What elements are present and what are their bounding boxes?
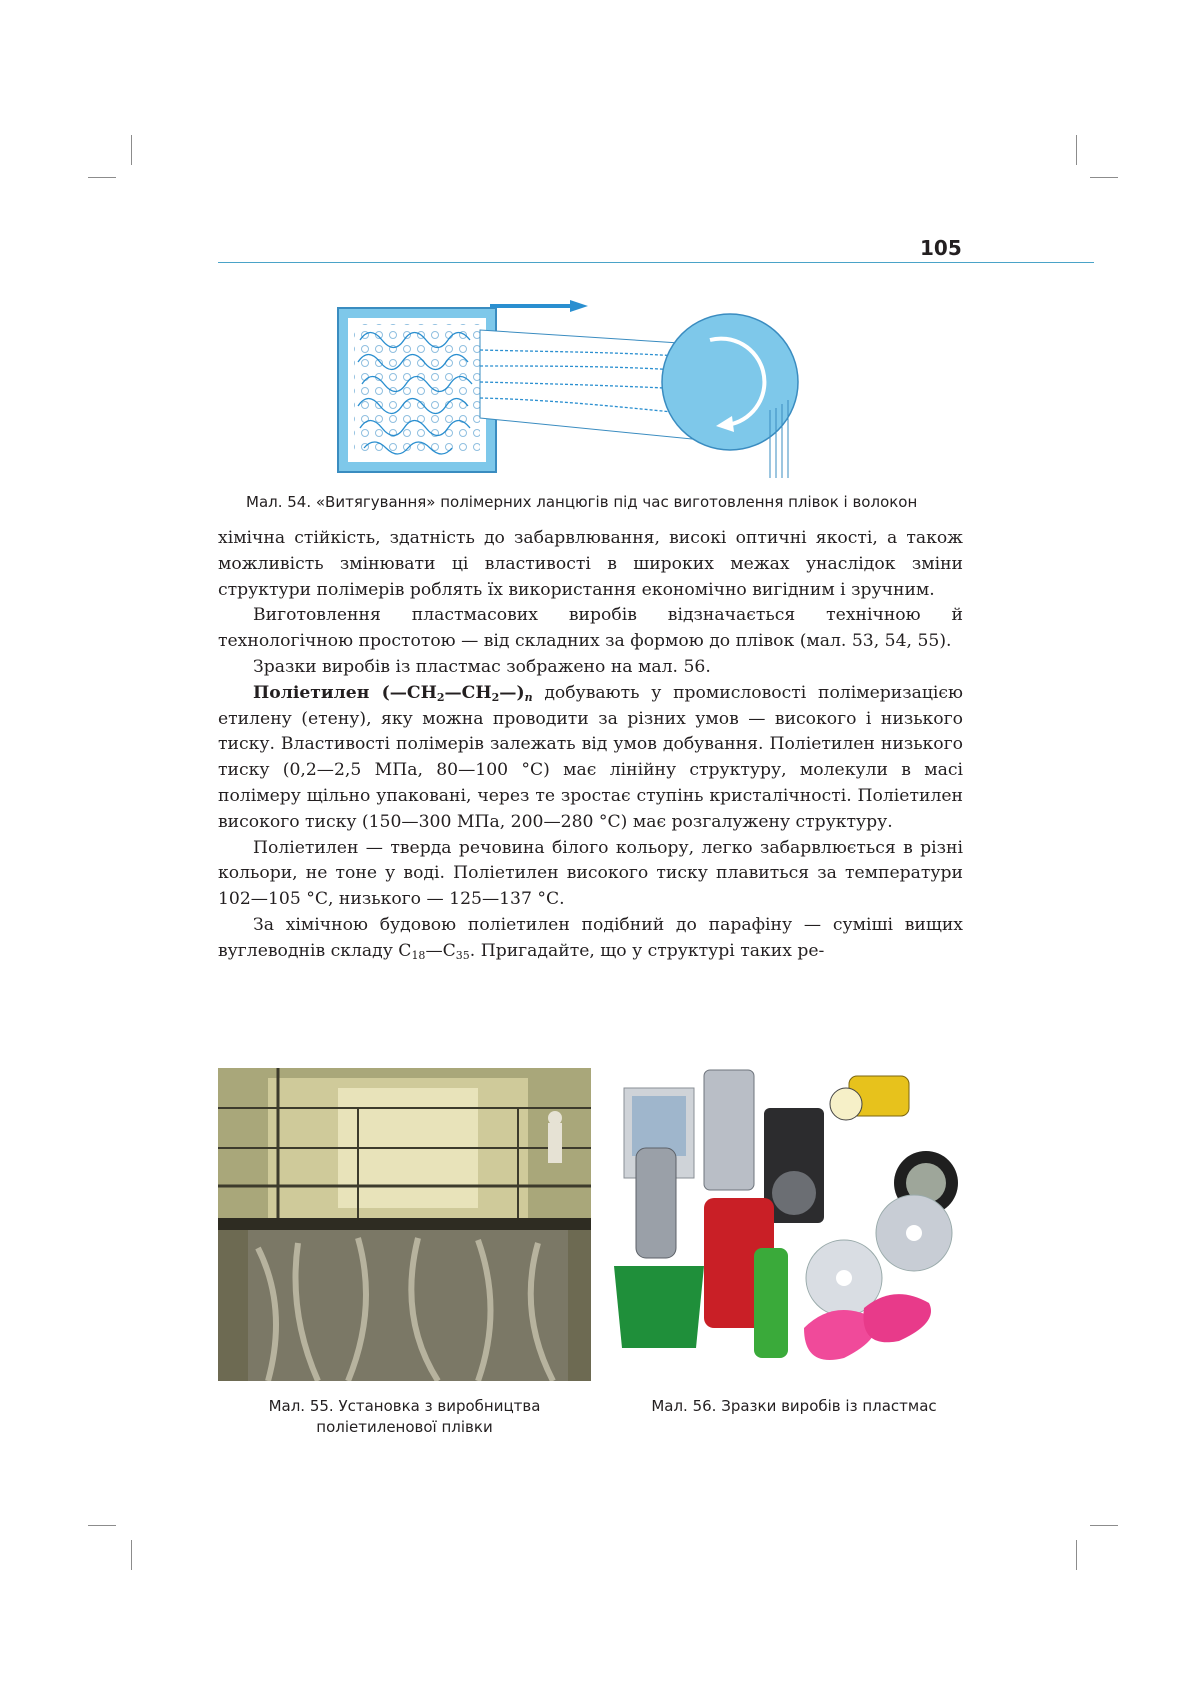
paragraph: Зразки виробів із пластмас зображено на мал. 56. [253, 656, 711, 677]
crop-mark [1076, 135, 1077, 165]
paragraph-polyethylene: Поліетилен $(—CH_2—CH_2—)_n$ добувають у промисловості полімеризацією етилену (етену), яку можна проводити за різних умов — високого і низького тиску. Властивості полімерів залежать від умов добування. Поліетилен низького тиску (0,2—2,5 МПа, 80—100 °С) має лінійну структуру, молекули в масі полімеру щільно упаковані, через те зростає ступінь кристалічності. Поліетилен високого тиску (150—300 МПа, 200—280 °С) має розгалужену структуру. [218, 682, 963, 832]
figure54-caption: Мал. 54. «Витягування» полімерних ланцюгів під час виготовлення плівок і волокон [246, 493, 918, 511]
header-rule [218, 262, 1094, 263]
figure56-caption: Мал. 56. Зразки виробів із пластмас [651, 1397, 937, 1415]
crop-mark [1090, 177, 1118, 178]
crop-mark [131, 135, 132, 165]
plastic-products-photo [614, 1068, 974, 1381]
body-text [218, 526, 963, 965]
paragraph: Виготовлення пластмасових виробів відзначається технічною й технологічною простотою — від складних за формою до плівок (мал. 53, 54, 55). [218, 605, 963, 652]
figure55-caption-line: Мал. 55. Установка з виробництва [268, 1397, 541, 1415]
crop-mark [88, 1525, 116, 1526]
polyethylene-formula: Поліетилен $(—CH_2—CH_2—)_n$ [253, 682, 533, 704]
crop-mark [131, 1540, 132, 1570]
figure55-caption [218, 1396, 591, 1438]
paragraph: Поліетилен — тверда речовина білого кольору, легко забарвлюється в різні кольори, не тоне у воді. Поліетилен високого тиску плавиться за температури 102—105 °С, низького — 125—137 °С. [218, 837, 963, 910]
crop-mark [1076, 1540, 1077, 1570]
film-production-plant-photo [218, 1068, 591, 1381]
paragraph: хімічна стійкість, здатність до забарвлювання, високі оптичні якості, а також можливість змінювати ці властивості в широких межах унаслідок зміни структури полімерів роблять їх використання економічно вигідним і зручним. [218, 528, 963, 600]
page-number: 105 [920, 236, 962, 260]
paragraph-paraffin: За хімічною будовою поліетилен подібний до парафіну — суміші вищих вуглеводнів складу $C_{18}—C_{35}$. Пригадайте, що у структурі таких ре- [218, 914, 963, 962]
polymer-chain-stretching-figure [330, 300, 850, 480]
figure55-caption-line: поліетиленової плівки [316, 1418, 493, 1436]
crop-mark [88, 177, 116, 178]
crop-mark [1090, 1525, 1118, 1526]
